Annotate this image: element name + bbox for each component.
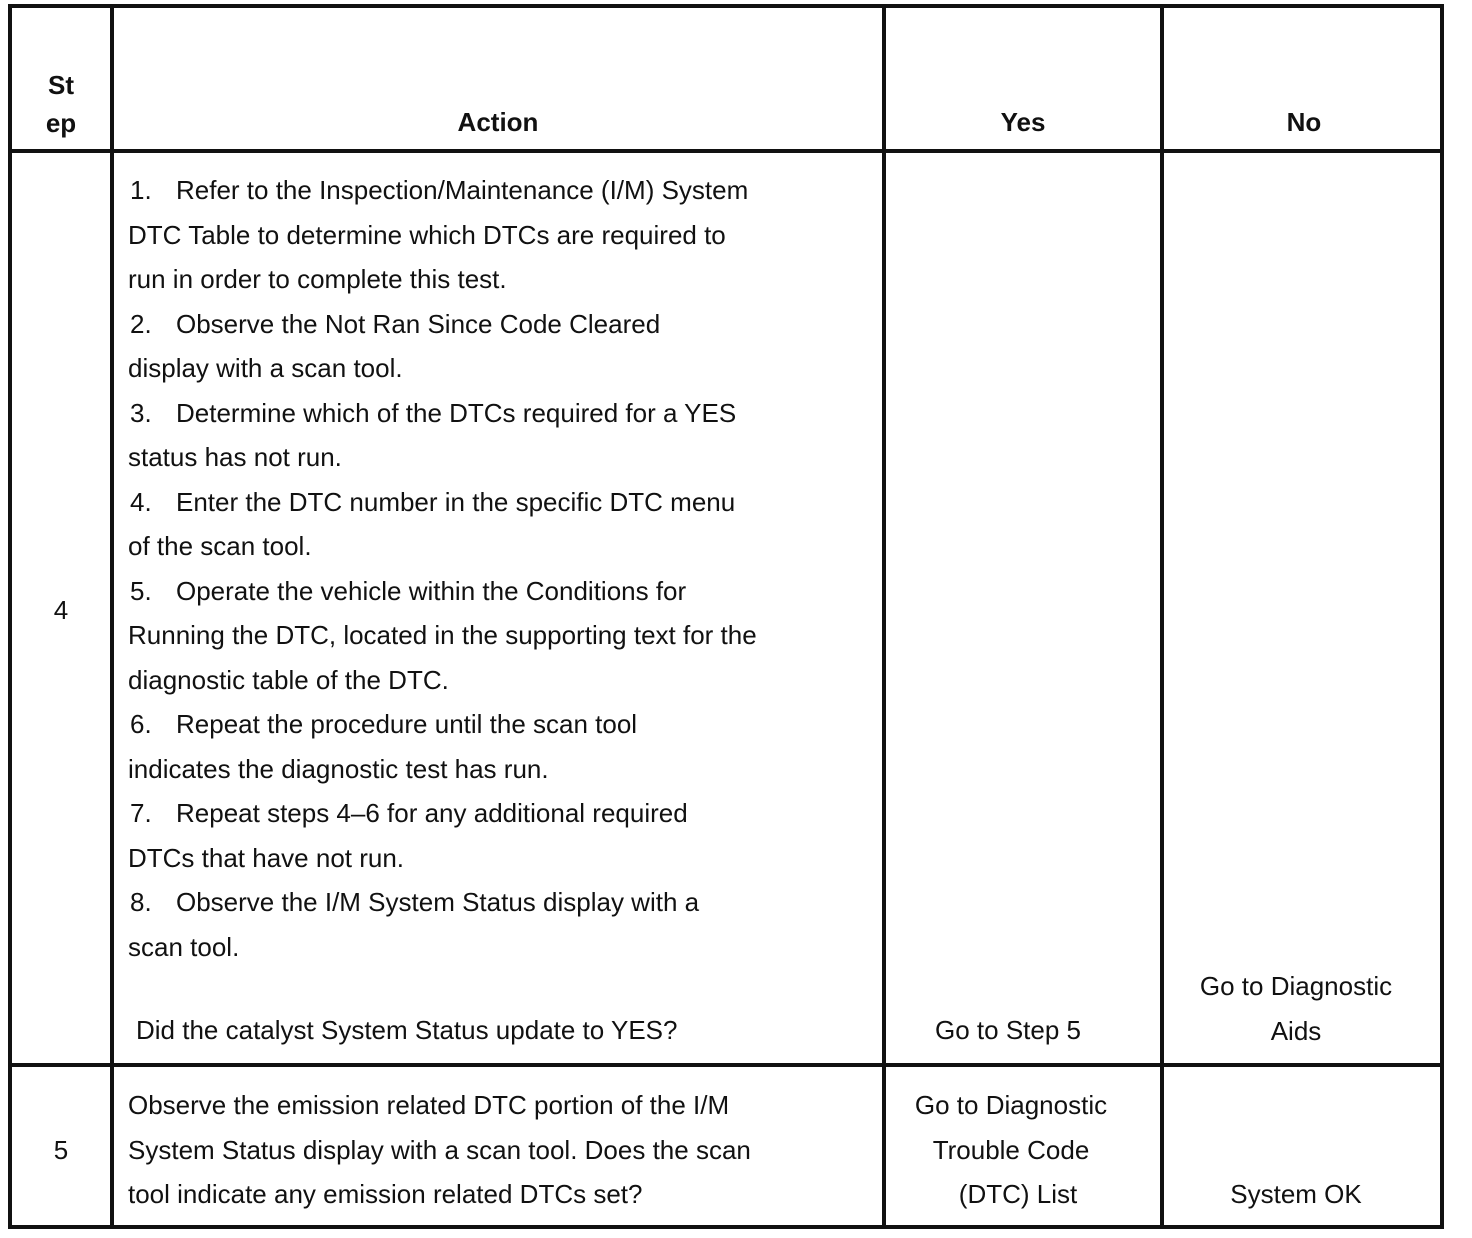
list-item — [128, 702, 868, 747]
list-item-number: 2. — [130, 308, 152, 339]
list-item-number: 7. — [130, 798, 152, 828]
list-item-continuation: DTC Table to determine which DTCs are required to — [128, 219, 726, 250]
header-step — [12, 66, 110, 142]
row-divider — [12, 1063, 1440, 1067]
header-yes: Yes — [1000, 107, 1046, 137]
list-item-text: Determine which of the DTCs required for a YES — [176, 397, 737, 428]
list-item-continuation: status has not run. — [128, 442, 342, 472]
diagnostic-table — [8, 4, 1444, 1229]
list-item — [128, 168, 868, 213]
header-step-line2: ep — [45, 108, 77, 138]
no-result: System OK — [1230, 1179, 1362, 1209]
list-item-continuation: DTCs that have not run. — [128, 842, 405, 873]
action-line: System Status display with a scan tool. Does the scan — [128, 1134, 751, 1165]
step-question: Did the catalyst System Status update to YES? — [136, 1015, 678, 1045]
column-divider — [110, 8, 114, 1225]
list-item-number: 6. — [130, 709, 152, 739]
header-action: Action — [457, 107, 539, 137]
list-item-text: Observe the I/M System Status display with a — [176, 887, 700, 917]
list-item-continuation: scan tool. — [128, 931, 240, 962]
list-item — [128, 302, 868, 347]
list-item-text: Operate the vehicle within the Conditions for — [176, 575, 687, 606]
yes-result — [886, 1083, 1136, 1217]
header-step-line1: St — [48, 70, 74, 100]
list-item-continuation: run in order to complete this test. — [128, 264, 507, 294]
action-line: tool indicate any emission related DTCs set? — [128, 1179, 643, 1209]
list-item-number: 3. — [130, 397, 152, 428]
no-result-line1: Go to Diagnostic — [1199, 971, 1393, 1001]
list-item — [128, 391, 868, 436]
row-divider — [12, 149, 1440, 153]
action-text — [128, 1083, 868, 1217]
list-item-number: 4. — [130, 486, 152, 517]
list-item-continuation: indicates the diagnostic test has run. — [128, 753, 549, 784]
step-number: 5 — [53, 1135, 69, 1165]
no-result — [1164, 964, 1428, 1053]
yes-result-line3: (DTC) List — [958, 1179, 1078, 1209]
action-line: Observe the emission related DTC portion of the I/M — [128, 1090, 730, 1120]
list-item-text: Repeat steps 4–6 for any additional required — [176, 798, 688, 828]
no-result-line2: Aids — [1270, 1015, 1322, 1046]
list-item-number: 5. — [130, 575, 152, 606]
list-item-text: Observe the Not Ran Since Code Cleared — [176, 308, 661, 339]
list-item-number: 8. — [130, 887, 152, 917]
list-item-continuation: display with a scan tool. — [128, 353, 403, 383]
list-item — [128, 791, 868, 836]
header-no: No — [1286, 107, 1322, 137]
list-item — [128, 569, 868, 614]
list-item-continuation: diagnostic table of the DTC. — [128, 664, 449, 695]
list-item — [128, 480, 868, 525]
step-number: 4 — [53, 595, 69, 625]
list-item — [128, 880, 868, 925]
list-item-number: 1. — [130, 175, 152, 205]
list-item-text: Enter the DTC number in the specific DTC menu — [176, 486, 736, 517]
yes-result-line2: Trouble Code — [932, 1134, 1090, 1165]
list-item-text: Repeat the procedure until the scan tool — [176, 709, 638, 739]
yes-result-line1: Go to Diagnostic — [914, 1090, 1108, 1120]
yes-result: Go to Step 5 — [935, 1015, 1081, 1045]
list-item-continuation: of the scan tool. — [128, 531, 312, 561]
action-steps-list — [128, 168, 868, 969]
list-item-continuation: Running the DTC, located in the supporting text for the — [128, 620, 757, 650]
list-item-text: Refer to the Inspection/Maintenance (I/M) System — [176, 175, 749, 205]
